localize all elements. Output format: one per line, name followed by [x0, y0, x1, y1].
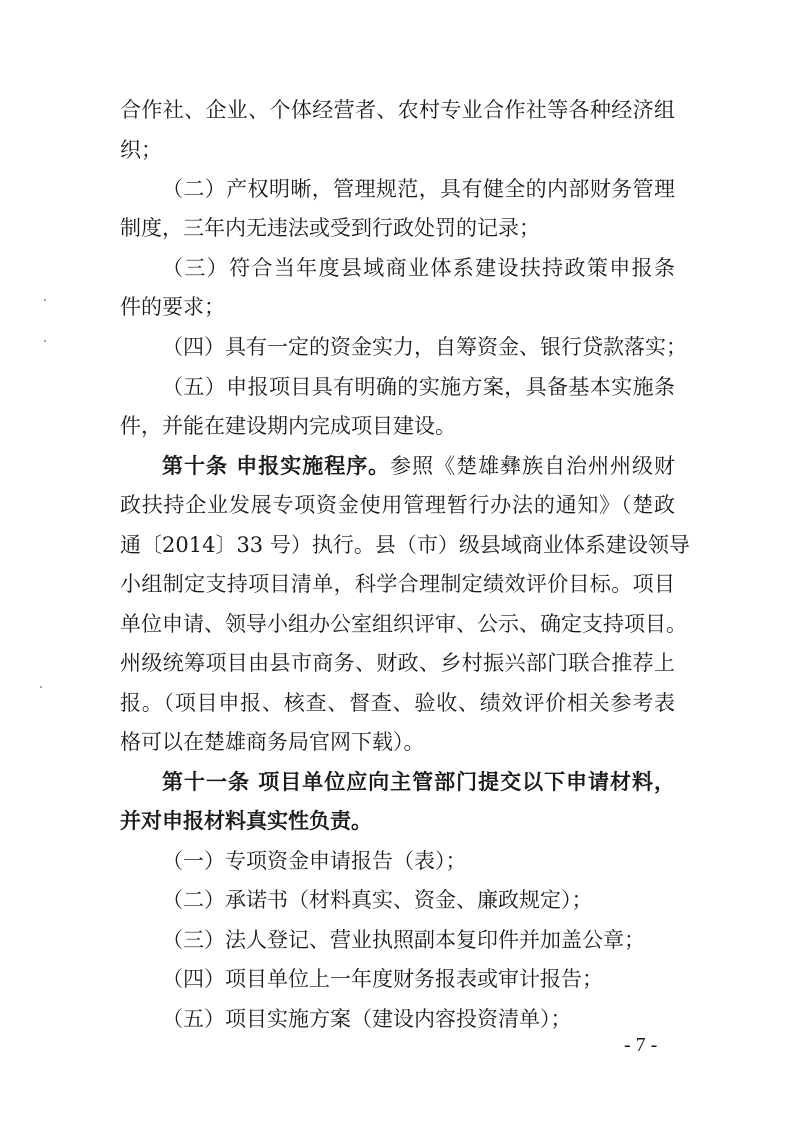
- text-line: 通〔2014〕33 号）执行。县（市）级县域商业体系建设领导: [120, 533, 690, 557]
- page-number: - 7 -: [624, 1034, 658, 1056]
- list-item: （一）专项资金申请报告（表）；: [162, 849, 467, 873]
- list-item: （二）承诺书（材料真实、资金、廉政规定）；: [162, 888, 593, 912]
- scan-speck: [40, 686, 42, 688]
- text-line: 并对申报材料真实性负责。: [120, 808, 372, 833]
- text-line: 格可以在楚雄商务局官网下载）。: [120, 730, 425, 754]
- text-line: 织；: [120, 138, 162, 162]
- text-line: 州级统筹项目由县市商务、财政、乡村振兴部门联合推荐上: [120, 651, 675, 675]
- text-line: 单位申请、领导小组办公室组织评审、公示、确定支持项目。: [120, 612, 687, 636]
- text-line: （四）具有一定的资金实力，自筹资金、银行贷款落实；: [162, 335, 687, 359]
- text-line: （二）产权明晰，管理规范，具有健全的内部财务管理: [162, 177, 675, 201]
- scan-speck: [44, 299, 46, 301]
- text-line: （五）申报项目具有明确的实施方案，具备基本实施条: [162, 375, 675, 399]
- article-10-heading: 第十条 申报实施程序。: [162, 453, 391, 478]
- text-line: （三）符合当年度县域商业体系建设扶持政策申报条: [162, 256, 675, 280]
- article-10-first-line: [162, 452, 675, 480]
- text-line: 制度，三年内无违法或受到行政处罚的记录；: [120, 216, 540, 240]
- list-item: （四）项目单位上一年度财务报表或审计报告；: [162, 967, 603, 991]
- text-line: 件的要求；: [120, 295, 225, 319]
- list-item: （三）法人登记、营业执照副本复印件并加盖公章；: [162, 928, 645, 952]
- scan-speck: [44, 340, 46, 342]
- article-10-text: 参照《楚雄彝族自治州州级财: [390, 454, 676, 478]
- list-item: （五）项目实施方案（建设内容投资清单）；: [162, 1007, 572, 1031]
- text-line: 政扶持企业发展专项资金使用管理暂行办法的通知》（楚政: [120, 493, 675, 517]
- text-line: 件，并能在建设期内完成项目建设。: [120, 414, 456, 438]
- text-line: 报。（项目申报、核查、督查、验收、绩效评价相关参考表: [120, 691, 675, 715]
- text-line: 小组制定支持项目清单，科学合理制定绩效评价目标。项目: [120, 572, 675, 596]
- article-11-heading: 第十一条 项目单位应向主管部门提交以下申请材料，: [162, 769, 675, 794]
- text-line: 合作社、企业、个体经营者、农村专业合作社等各种经济组: [120, 98, 675, 122]
